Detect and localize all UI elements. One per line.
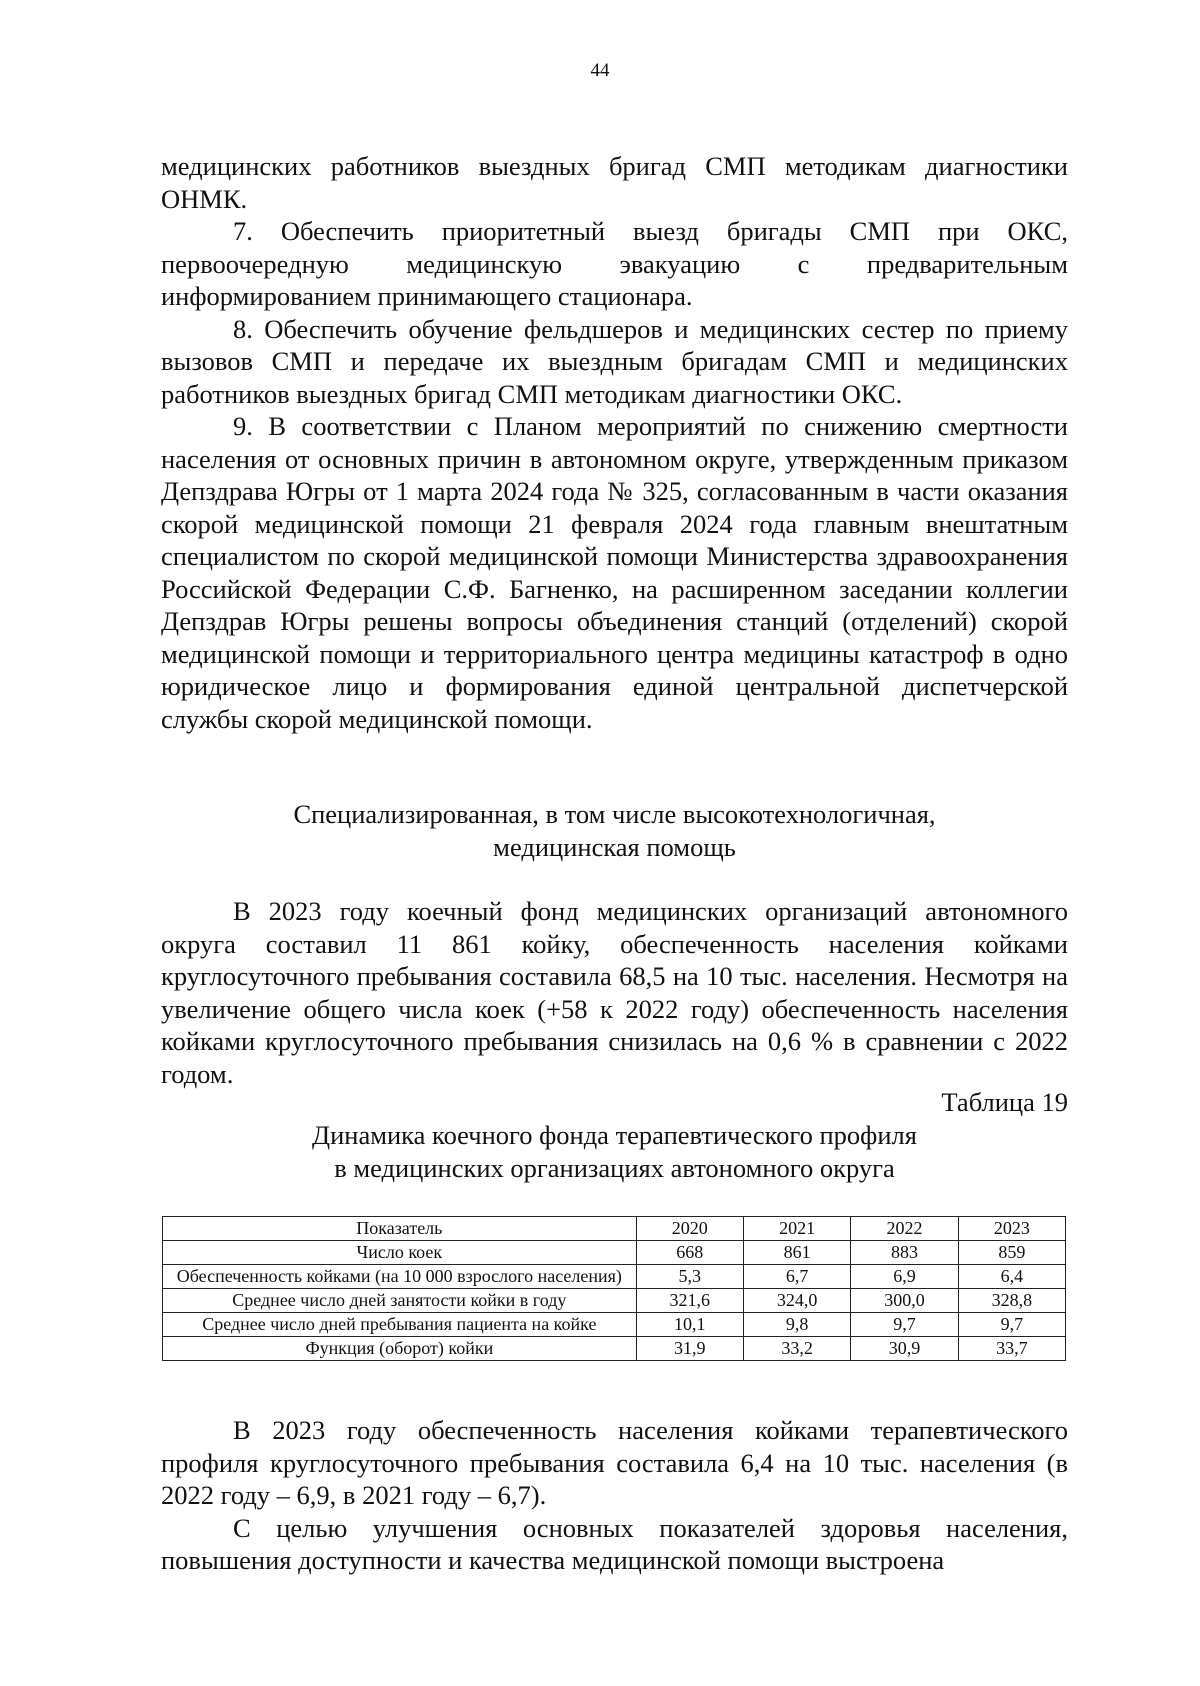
table-title <box>161 1119 1068 1185</box>
cell-value: 10,1 <box>636 1313 743 1337</box>
cell-value: 6,9 <box>851 1265 958 1289</box>
cell-value: 324,0 <box>743 1289 850 1313</box>
cell-value: 9,7 <box>851 1313 958 1337</box>
row-label: Обеспеченность койками (на 10 000 взрослого населения) <box>163 1265 637 1289</box>
cell-value: 5,3 <box>636 1265 743 1289</box>
table-title-line1: Динамика коечного фонда терапевтического профиля <box>312 1120 917 1150</box>
header-indicator: Показатель <box>163 1217 637 1241</box>
top-text-block <box>161 150 1068 735</box>
paragraph-item-7: 7. Обеспечить приоритетный выезд бригады СМП при ОКС, первоочередную медицинскую эвакуацию с предварительным информированием принимающего стационара. <box>161 216 1068 311</box>
header-year-2022: 2022 <box>851 1217 958 1241</box>
bottom-text-block <box>161 1414 1068 1577</box>
cell-value: 33,2 <box>743 1337 850 1361</box>
paragraph-item-8: 8. Обеспечить обучение фельдшеров и медицинских сестер по приему вызовов СМП и передаче их выездным бригадам СМП и медицинских работников выездных бригад СМП методикам диагностики ОКС. <box>161 313 1068 409</box>
cell-value: 883 <box>851 1241 958 1265</box>
cell-value: 33,7 <box>958 1337 1065 1361</box>
cell-value: 300,0 <box>851 1289 958 1313</box>
page-number: 44 <box>590 60 610 81</box>
paragraph-item-9: 9. В соответствии с Планом мероприятий по снижению смертности населения от основных причин в автономном округе, утвержденным приказом Депздрава Югры от 1 марта 2024 года № 325, согласованным в части оказания скорой медицинской помощи 21 февраля 2024 года главным внештатным специалистом по скорой медицинской помощи Министерства здравоохранения Российской Федерации С.Ф. Багненко, на расширенном заседании коллегии Депздрав Югры решены вопросы объединения станций (отделений) скорой медицинской помощи и территориального центра медицины катастроф в одно юридическое лицо и формирования единой центральной диспетчерской службы скорой медицинской помощи. <box>161 411 1068 734</box>
row-label: Функция (оборот) койки <box>163 1337 637 1361</box>
table-row <box>163 1313 1066 1337</box>
paragraph-improvement: С целью улучшения основных показателей здоровья населения, повышения доступности и качества медицинской помощи выстроена <box>161 1512 1068 1575</box>
bed-fund-table <box>162 1216 1066 1361</box>
table-title-line2: в медицинских организациях автономного округа <box>334 1153 895 1183</box>
cell-value: 9,8 <box>743 1313 850 1337</box>
cell-value: 668 <box>636 1241 743 1265</box>
cell-value: 328,8 <box>958 1289 1065 1313</box>
row-label: Число коек <box>163 1241 637 1265</box>
table-label: Таблица 19 <box>941 1087 1068 1117</box>
cell-value: 861 <box>743 1241 850 1265</box>
header-year-2020: 2020 <box>636 1217 743 1241</box>
table-row <box>163 1289 1066 1313</box>
cell-value: 31,9 <box>636 1337 743 1361</box>
cell-value: 6,7 <box>743 1265 850 1289</box>
table-row <box>163 1241 1066 1265</box>
cell-value: 30,9 <box>851 1337 958 1361</box>
section-heading <box>161 798 1068 864</box>
cell-value: 321,6 <box>636 1289 743 1313</box>
table-header-row <box>163 1217 1066 1241</box>
table-row <box>163 1265 1066 1289</box>
paragraph: медицинских работников выездных бригад СМП методикам диагностики ОНМК. <box>161 151 1068 214</box>
paragraph-therapeutic-beds: В 2023 году обеспеченность населения койками терапевтического профиля круглосуточного пребывания составила 6,4 на 10 тыс. населения (в 2022 году – 6,9, в 2021 году – 6,7). <box>161 1415 1068 1510</box>
row-label: Среднее число дней пребывания пациента на койке <box>163 1313 637 1337</box>
header-year-2023: 2023 <box>958 1217 1065 1241</box>
row-label: Среднее число дней занятости койки в году <box>163 1289 637 1313</box>
cell-value: 9,7 <box>958 1313 1065 1337</box>
header-year-2021: 2021 <box>743 1217 850 1241</box>
section-heading-line1: Специализированная, в том числе высокотехнологичная, <box>293 799 936 829</box>
section-heading-line2: медицинская помощь <box>493 832 736 862</box>
paragraph-bed-fund: В 2023 году коечный фонд медицинских организаций автономного округа составил 11 861 койку, обеспеченность населения койками круглосуточного пребывания составила 68,5 на 10 тыс. населения. Несмотря на увеличение общего числа коек (+58 к 2022 году) обеспеченность населения койками круглосуточного пребывания снизилась на 0,6 % в сравнении с 2022 годом. <box>161 896 1068 1089</box>
cell-value: 859 <box>958 1241 1065 1265</box>
middle-text-block <box>161 895 1068 1090</box>
table-row <box>163 1337 1066 1361</box>
cell-value: 6,4 <box>958 1265 1065 1289</box>
